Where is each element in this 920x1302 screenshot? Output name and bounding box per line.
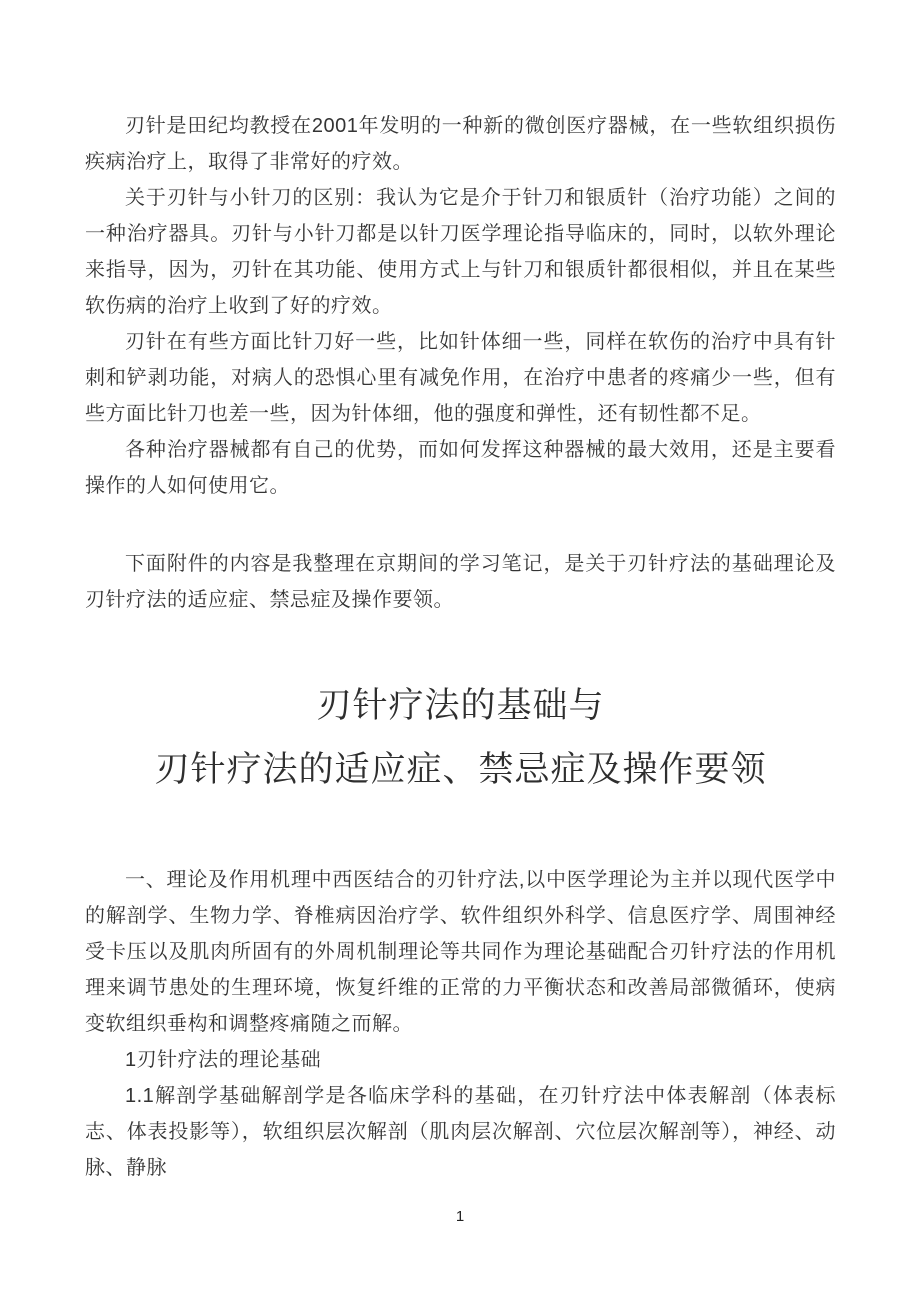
intro-paragraph-5: 下面附件的内容是我整理在京期间的学习笔记，是关于刃针疗法的基础理论及刃针疗法的适应症、禁忌症及操作要领。 [85,553,836,611]
page-content [85,108,836,1186]
body-paragraph-anatomy: 1.1解剖学基础解剖学是各临床学科的基础，在刃针疗法中体表解剖（体表标志、体表投影等），软组织层次解剖（肌肉层次解剖、穴位层次解剖等），神经、动脉、静脉 [85,1085,836,1179]
document-title-line-1: 刃针疗法的基础与 [316,686,605,725]
document-title-line-2: 刃针疗法的适应症、禁忌症及操作要领 [154,750,767,789]
intro-paragraph-1: 刃针是田纪均教授在2001年发明的一种新的微创医疗器械，在一些软组织损伤疾病治疗上，取得了非常好的疗效。 [85,115,836,173]
body-paragraph-theory: 一、理论及作用机理中西医结合的刃针疗法,以中医学理论为主并以现代医学中的解剖学、生物力学、脊椎病因治疗学、软件组织外科学、信息医疗学、周围神经受卡压以及肌肉所固有的外周机制理论等共同作为理论基础配合刃针疗法的作用机理来调节患处的生理环境，恢复纤维的正常的力平衡状态和改善局部微循环，使病变软组织垂构和调整疼痛随之而解。 [85,869,836,1035]
intro-paragraph-2: 关于刃针与小针刀的区别：我认为它是介于针刀和银质针（治疗功能）之间的一种治疗器具。刃针与小针刀都是以针刀医学理论指导临床的，同时，以软外理论来指导，因为，刃针在其功能、使用方式上与针刀和银质针都很相似，并且在某些软伤病的治疗上收到了好的疗效。 [85,187,836,317]
intro-paragraph-3: 刃针在有些方面比针刀好一些，比如针体细一些，同样在软伤的治疗中具有针刺和铲剥功能，对病人的恐惧心里有减免作用，在治疗中患者的疼痛少一些，但有些方面比针刀也差一些，因为针体细，他的强度和弹性，还有韧性都不足。 [85,331,836,425]
page-number: 1 [455,1208,465,1225]
body-heading-theory-basis: 1刃针疗法的理论基础 [125,1049,322,1071]
intro-paragraph-4: 各种治疗器械都有自己的优势，而如何发挥这种器械的最大效用，还是主要看操作的人如何使用它。 [85,439,836,497]
document-title [85,674,836,802]
